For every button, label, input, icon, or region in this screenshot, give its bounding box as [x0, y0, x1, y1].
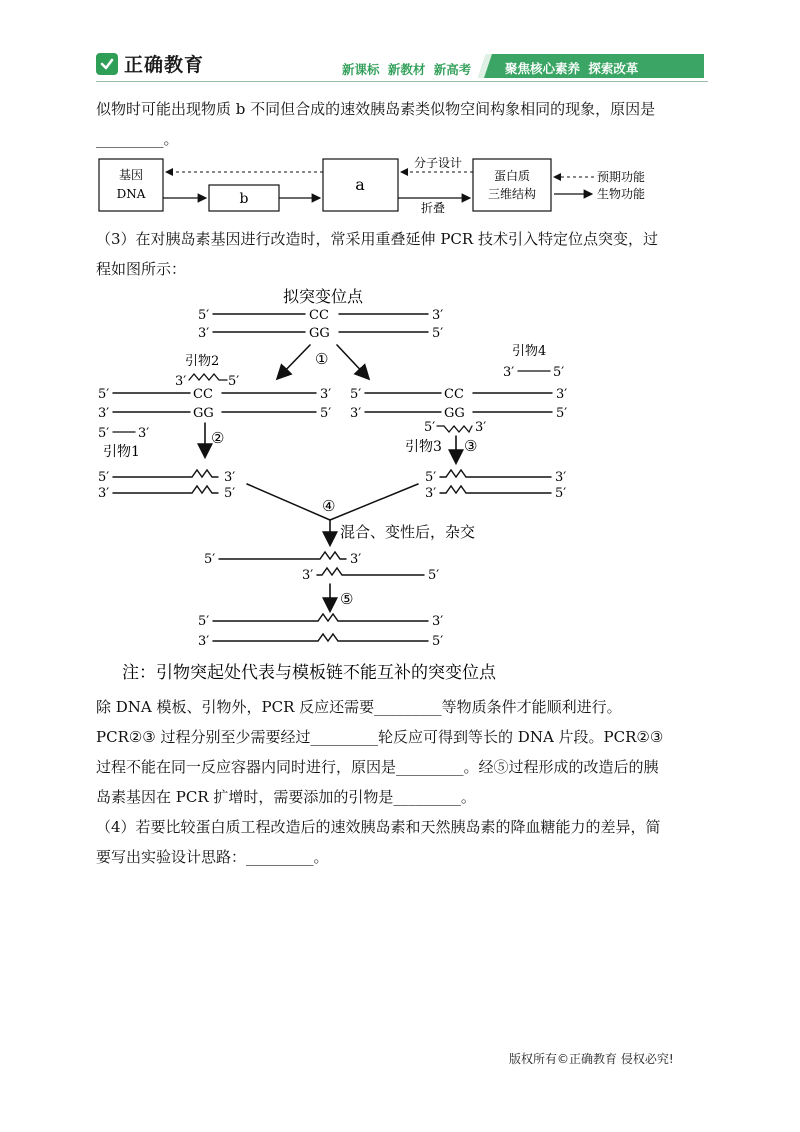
- bio-function-label: 生物功能: [597, 187, 646, 201]
- label-5prime: 5′: [425, 470, 437, 485]
- label-5prime: 5′: [224, 486, 236, 501]
- copyright-footer: 版权所有©正确教育 侵权必究!: [509, 1052, 674, 1066]
- label-3prime: 3′: [350, 406, 362, 421]
- header-tagline: 新课标 新教材 新高考: [342, 62, 472, 77]
- label-3prime: 3′: [475, 420, 487, 435]
- label-gg: GG: [444, 406, 465, 421]
- step3-label: ③: [464, 437, 478, 455]
- label-cc: CC: [444, 387, 464, 402]
- label-5prime: 5′: [98, 470, 110, 485]
- question-text-1: 似物时可能出现物质 b 不同但合成的速效胰岛素类似物空间构象相同的现象，原因是 _________。: [96, 100, 656, 148]
- label-3prime: 3′: [198, 326, 210, 341]
- protein-box: [473, 159, 551, 211]
- check-icon: [96, 53, 118, 75]
- label-3prime: 3′: [98, 406, 110, 421]
- gene-label: 基因: [118, 168, 144, 182]
- diagram-note: 注：引物突起处代表与模板链不能互补的突变位点: [122, 663, 496, 683]
- label-3prime: 3′: [198, 634, 210, 649]
- label-5prime: 5′: [228, 374, 240, 389]
- brand-logo: [96, 50, 204, 77]
- label-3prime: 3′: [555, 470, 567, 485]
- final-product-top: [213, 614, 428, 621]
- hybrid-bottom: [317, 568, 424, 575]
- right-product-bottom: [440, 486, 551, 493]
- label-5prime: 5′: [432, 634, 444, 649]
- label-5prime: 5′: [320, 406, 332, 421]
- primer3-label: 引物3: [405, 439, 442, 455]
- label-3prime: 3′: [138, 426, 150, 441]
- merge-line-right: [330, 484, 418, 520]
- label-5prime: 5′: [432, 326, 444, 341]
- label-5prime: 5′: [98, 426, 110, 441]
- label-3prime: 3′: [224, 470, 236, 485]
- label-3prime: 3′: [503, 365, 515, 380]
- arrow-step1-left: [278, 345, 310, 378]
- design-label: 分子设计: [413, 156, 463, 170]
- label-5prime: 5′: [428, 568, 440, 583]
- arrow-step1-right: [337, 345, 368, 378]
- primer1-label: 引物1: [103, 444, 140, 460]
- label-gg: GG: [193, 406, 214, 421]
- label-3prime: 3′: [320, 387, 332, 402]
- label-5prime: 5′: [98, 387, 110, 402]
- expected-function-label: 预期功能: [597, 170, 646, 184]
- label-3prime: 3′: [350, 552, 362, 567]
- protein-label: 蛋白质: [493, 169, 531, 183]
- label-5prime: 5′: [553, 365, 565, 380]
- merge-line-left: [247, 484, 330, 520]
- header-divider: [96, 81, 708, 82]
- label-cc: CC: [309, 308, 329, 323]
- a-label: a: [355, 175, 365, 194]
- label-3prime: 3′: [556, 387, 568, 402]
- primer3-strand: [437, 426, 472, 432]
- b-label: b: [239, 191, 249, 207]
- label-5prime: 5′: [204, 552, 216, 567]
- label-cc: CC: [193, 387, 213, 402]
- overlap-pcr-diagram: [0, 280, 800, 700]
- label-5prime: 5′: [198, 614, 210, 629]
- label-3prime: 3′: [98, 486, 110, 501]
- label-3prime: 3′: [302, 568, 314, 583]
- mix-label: 混合、变性后，杂交: [340, 523, 476, 541]
- header-banner-text: 聚焦核心素养 探索改革: [505, 61, 639, 76]
- left-product-top: [113, 470, 218, 477]
- step5-label: ⑤: [340, 590, 354, 608]
- primer2-label: 引物2: [185, 354, 220, 369]
- label-5prime: 5′: [555, 486, 567, 501]
- structure-label: 三维结构: [487, 187, 537, 201]
- label-5prime: 5′: [350, 387, 362, 402]
- label-5prime: 5′: [424, 420, 436, 435]
- hybrid-top: [219, 552, 346, 559]
- step4-label: ④: [322, 497, 336, 515]
- label-3prime: 3′: [432, 614, 444, 629]
- fold-label: 折叠: [420, 201, 446, 215]
- left-product-bottom: [113, 486, 218, 493]
- primer4-label: 引物4: [512, 344, 547, 359]
- question-text-pcr: 除 DNA 模板、引物外，PCR 反应还需要_________等物质条件才能顺利进行。 PCR②③ 过程分别至少需要经过_________轮反应可得到等长的 DNA 片段。PCR②③ 过程不能在同一反应容器内同时进行，原因是_________。经⑤过程形成的改造后的胰 岛素基因在 PCR 扩增时，需要添加的引物是_________。 （4）若要比较蛋白质工程改造后的速效胰岛素和天然胰岛素的降血糖能力的差异，简 要写出实验设计思路：_________。: [96, 698, 664, 866]
- page-header: [0, 0, 800, 85]
- step2-label: ②: [211, 429, 225, 447]
- dna-label: DNA: [116, 187, 146, 201]
- gene-dna-box: [99, 159, 163, 211]
- mutation-site-title: 拟突变位点: [282, 287, 364, 306]
- step1-label: ①: [315, 350, 329, 368]
- label-3prime: 3′: [425, 486, 437, 501]
- label-5prime: 5′: [556, 406, 568, 421]
- right-product-top: [440, 470, 551, 477]
- label-5prime: 5′: [198, 308, 210, 323]
- logo-text: 正确教育: [124, 54, 205, 76]
- final-product-bottom: [213, 634, 428, 641]
- label-gg: GG: [309, 326, 330, 341]
- label-3prime: 3′: [175, 374, 187, 389]
- label-3prime: 3′: [432, 308, 444, 323]
- primer2-strand: [189, 374, 227, 380]
- question-text-3: （3）在对胰岛素基因进行改造时，常采用重叠延伸 PCR 技术引入特定位点突变，过 程如图所示：: [96, 230, 658, 278]
